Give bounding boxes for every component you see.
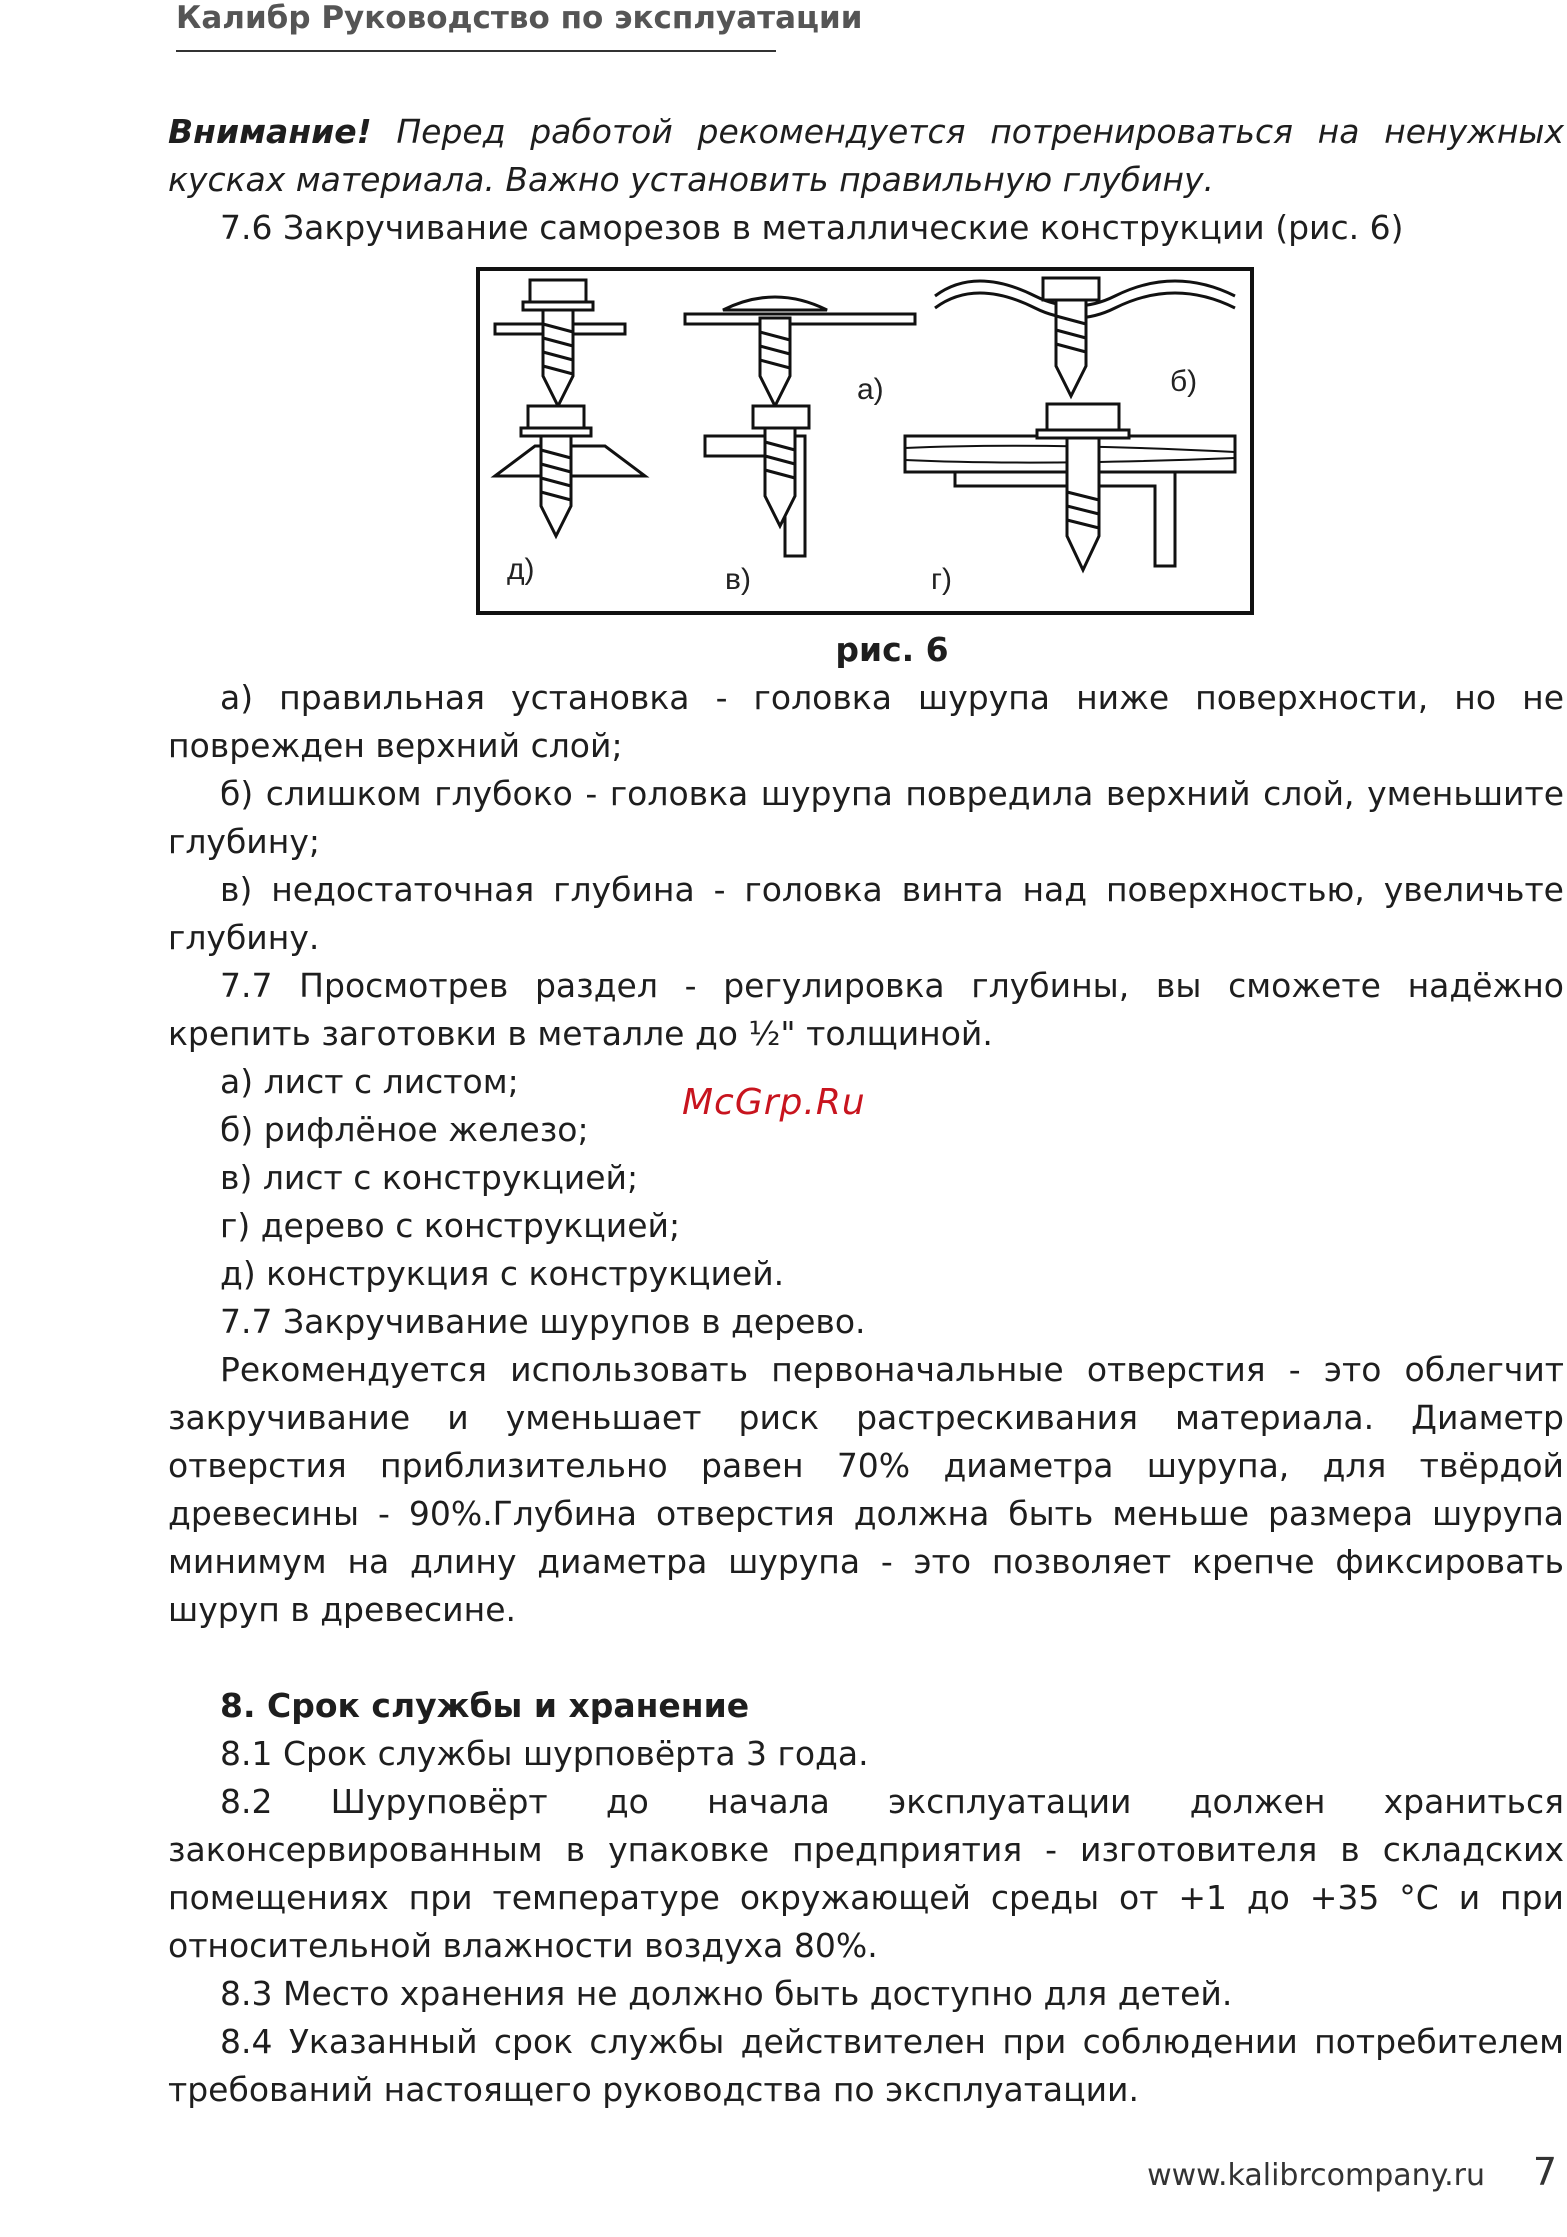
material-item: б) рифлёное железо; bbox=[220, 1110, 589, 1149]
section-7-7-depth: 7.7 Просмотрев раздел - регулировка глубины, вы сможете надёжно крепить заготовки в металле до ½" толщиной. bbox=[168, 966, 1564, 1053]
section-7-6: 7.6 Закручивание саморезов в металлические конструкции (рис. 6) bbox=[220, 208, 1404, 247]
figure-caption: рис. 6 bbox=[835, 630, 949, 669]
fig-item-v: в) недостаточная глубина - головка винта над поверхностью, увеличьте глубину. bbox=[168, 870, 1564, 957]
figure-label-d: д) bbox=[507, 553, 535, 586]
attention-label: Внимание! bbox=[168, 112, 372, 151]
material-item: в) лист с конструкцией; bbox=[220, 1158, 639, 1197]
header-title: Калибр Руководство по эксплуатации bbox=[176, 0, 863, 36]
material-item: г) дерево с конструкцией; bbox=[220, 1206, 681, 1245]
wood-paragraph: Рекомендуется использовать первоначальные отверстия - это облегчит закручивание и уменьшает риск растрескивания материала. Диаметр отверстия приблизительно равен 70% диаметра шурупа, для твёрдой древесины - 90%.Глубина отверстия должна быть меньше размера шурупа минимум на длину диаметра шурупа - это позволяет крепче фиксировать шуруп в древесине. bbox=[168, 1350, 1564, 1629]
section-8-title: 8. Срок службы и хранение bbox=[220, 1686, 750, 1725]
material-item: а) лист с листом; bbox=[220, 1062, 519, 1101]
watermark: McGrp.Ru bbox=[682, 1082, 866, 1123]
section-7-7-wood: 7.7 Закручивание шурупов в дерево. bbox=[220, 1302, 866, 1341]
screw-diagram bbox=[475, 266, 1255, 616]
section-8-2: 8.2 Шуруповёрт до начала эксплуатации должен храниться законсервированным в упаковке предприятия - изготовителя в складских помещениях при температуре окружающей среды от +1 до +35 °С и при относительной влажности воздуха 80%. bbox=[168, 1782, 1564, 1965]
attention-text: Перед работой рекомендуется потренироваться на ненужных кусках материала. Важно установить правильную глубину. bbox=[168, 112, 1564, 199]
section-8-4: 8.4 Указанный срок службы действителен при соблюдении потребителем требований настоящего руководства по эксплуатации. bbox=[168, 2022, 1564, 2109]
figure-label-a: а) bbox=[857, 373, 884, 406]
figure-label-b: б) bbox=[1170, 365, 1198, 398]
figure-label-g: г) bbox=[931, 563, 952, 596]
page-number: 7 bbox=[1532, 2150, 1557, 2194]
material-item: д) конструкция с конструкцией. bbox=[220, 1254, 785, 1293]
fig-item-b: б) слишком глубоко - головка шурупа повредила верхний слой, уменьшите глубину; bbox=[168, 774, 1564, 861]
figure-6 bbox=[475, 266, 1255, 616]
figure-label-v: в) bbox=[725, 563, 751, 596]
footer-url[interactable]: www.kalibrcompany.ru bbox=[1147, 2158, 1485, 2193]
section-8-1: 8.1 Срок службы шурповёрта 3 года. bbox=[220, 1734, 869, 1773]
fig-item-a: а) правильная установка - головка шурупа ниже поверхности, но не поврежден верхний слой; bbox=[168, 678, 1564, 765]
attention-paragraph bbox=[168, 108, 1564, 204]
page-header bbox=[176, 0, 863, 52]
page-content bbox=[168, 108, 1564, 2114]
section-8-3: 8.3 Место хранения не должно быть доступно для детей. bbox=[220, 1974, 1233, 2013]
